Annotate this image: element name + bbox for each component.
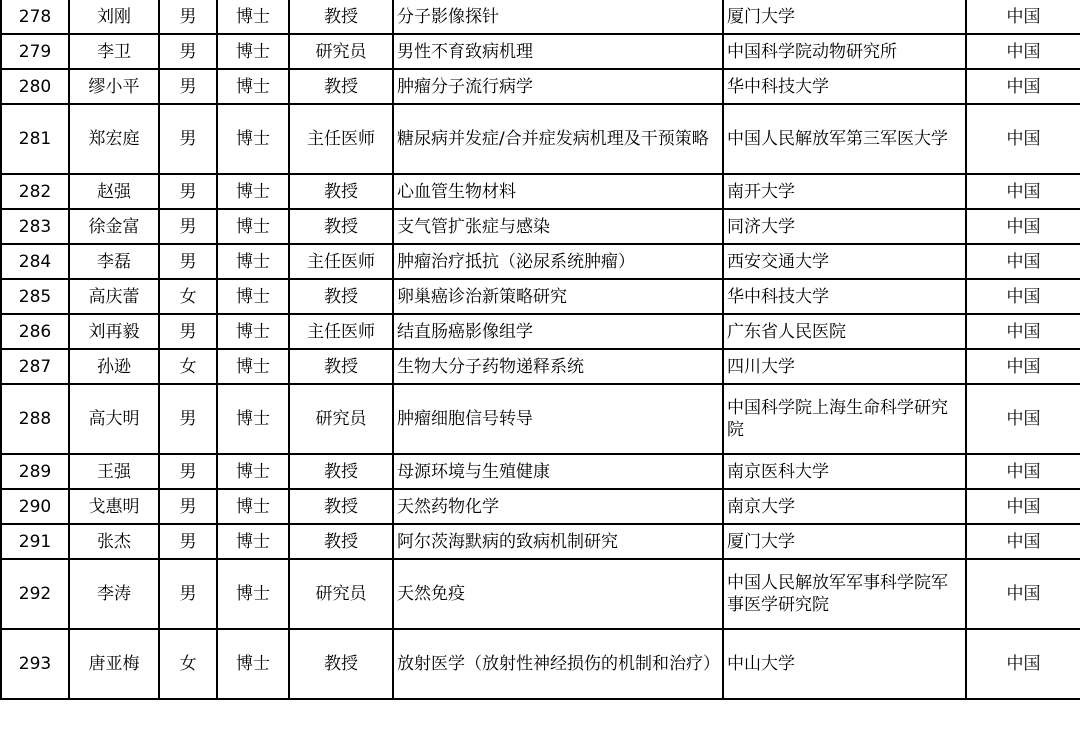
cell-gender: 女 bbox=[159, 629, 217, 699]
table-row bbox=[1, 629, 1080, 699]
cell-name: 李涛 bbox=[69, 559, 159, 629]
cell-gender: 男 bbox=[159, 524, 217, 559]
cell-number: 292 bbox=[1, 559, 69, 629]
cell-research-field: 支气管扩张症与感染 bbox=[393, 209, 723, 244]
cell-title: 教授 bbox=[289, 489, 393, 524]
cell-organization: 南京大学 bbox=[723, 489, 966, 524]
cell-title: 主任医师 bbox=[289, 314, 393, 349]
cell-country: 中国 bbox=[966, 314, 1080, 349]
cell-gender: 男 bbox=[159, 384, 217, 454]
cell-title: 教授 bbox=[289, 629, 393, 699]
cell-title: 主任医师 bbox=[289, 244, 393, 279]
cell-number: 286 bbox=[1, 314, 69, 349]
cell-number: 288 bbox=[1, 384, 69, 454]
cell-country: 中国 bbox=[966, 559, 1080, 629]
cell-title: 教授 bbox=[289, 174, 393, 209]
cell-research-field: 天然药物化学 bbox=[393, 489, 723, 524]
cell-name: 刘再毅 bbox=[69, 314, 159, 349]
cell-country: 中国 bbox=[966, 279, 1080, 314]
cell-title: 主任医师 bbox=[289, 104, 393, 174]
cell-gender: 女 bbox=[159, 279, 217, 314]
cell-gender: 男 bbox=[159, 0, 217, 34]
table-row bbox=[1, 349, 1080, 384]
cell-number: 280 bbox=[1, 69, 69, 104]
cell-research-field: 分子影像探针 bbox=[393, 0, 723, 34]
cell-title: 教授 bbox=[289, 69, 393, 104]
cell-number: 290 bbox=[1, 489, 69, 524]
cell-title: 教授 bbox=[289, 209, 393, 244]
cell-organization: 中国科学院动物研究所 bbox=[723, 34, 966, 69]
cell-gender: 男 bbox=[159, 244, 217, 279]
cell-country: 中国 bbox=[966, 629, 1080, 699]
cell-gender: 男 bbox=[159, 34, 217, 69]
cell-name: 王强 bbox=[69, 454, 159, 489]
cell-organization: 华中科技大学 bbox=[723, 69, 966, 104]
cell-organization: 厦门大学 bbox=[723, 0, 966, 34]
cell-organization: 中国人民解放军军事科学院军事医学研究院 bbox=[723, 559, 966, 629]
cell-research-field: 天然免疫 bbox=[393, 559, 723, 629]
table-row bbox=[1, 384, 1080, 454]
cell-degree: 博士 bbox=[217, 279, 289, 314]
cell-country: 中国 bbox=[966, 209, 1080, 244]
table-row bbox=[1, 104, 1080, 174]
cell-degree: 博士 bbox=[217, 174, 289, 209]
cell-name: 刘刚 bbox=[69, 0, 159, 34]
table-row bbox=[1, 559, 1080, 629]
cell-research-field: 肿瘤分子流行病学 bbox=[393, 69, 723, 104]
cell-gender: 男 bbox=[159, 314, 217, 349]
cell-research-field: 阿尔茨海默病的致病机制研究 bbox=[393, 524, 723, 559]
cell-name: 赵强 bbox=[69, 174, 159, 209]
cell-research-field: 放射医学（放射性神经损伤的机制和治疗） bbox=[393, 629, 723, 699]
cell-number: 279 bbox=[1, 34, 69, 69]
table-row bbox=[1, 489, 1080, 524]
cell-name: 高庆蕾 bbox=[69, 279, 159, 314]
cell-research-field: 母源环境与生殖健康 bbox=[393, 454, 723, 489]
cell-gender: 男 bbox=[159, 454, 217, 489]
table-body bbox=[1, 0, 1080, 699]
cell-organization: 同济大学 bbox=[723, 209, 966, 244]
cell-degree: 博士 bbox=[217, 349, 289, 384]
cell-number: 289 bbox=[1, 454, 69, 489]
cell-country: 中国 bbox=[966, 174, 1080, 209]
cell-country: 中国 bbox=[966, 524, 1080, 559]
cell-degree: 博士 bbox=[217, 454, 289, 489]
table-row bbox=[1, 314, 1080, 349]
cell-country: 中国 bbox=[966, 244, 1080, 279]
cell-organization: 四川大学 bbox=[723, 349, 966, 384]
cell-number: 287 bbox=[1, 349, 69, 384]
cell-organization: 广东省人民医院 bbox=[723, 314, 966, 349]
table-row bbox=[1, 279, 1080, 314]
cell-title: 教授 bbox=[289, 454, 393, 489]
cell-number: 291 bbox=[1, 524, 69, 559]
cell-name: 李卫 bbox=[69, 34, 159, 69]
cell-organization: 中山大学 bbox=[723, 629, 966, 699]
cell-research-field: 肿瘤细胞信号转导 bbox=[393, 384, 723, 454]
cell-title: 研究员 bbox=[289, 34, 393, 69]
cell-research-field: 生物大分子药物递释系统 bbox=[393, 349, 723, 384]
cell-research-field: 男性不育致病机理 bbox=[393, 34, 723, 69]
cell-title: 研究员 bbox=[289, 559, 393, 629]
cell-research-field: 糖尿病并发症/合并症发病机理及干预策略 bbox=[393, 104, 723, 174]
cell-title: 研究员 bbox=[289, 384, 393, 454]
cell-degree: 博士 bbox=[217, 524, 289, 559]
table-row bbox=[1, 524, 1080, 559]
cell-degree: 博士 bbox=[217, 69, 289, 104]
cell-country: 中国 bbox=[966, 384, 1080, 454]
cell-name: 李磊 bbox=[69, 244, 159, 279]
cell-title: 教授 bbox=[289, 0, 393, 34]
cell-degree: 博士 bbox=[217, 629, 289, 699]
cell-organization: 西安交通大学 bbox=[723, 244, 966, 279]
cell-organization: 华中科技大学 bbox=[723, 279, 966, 314]
cell-research-field: 结直肠癌影像组学 bbox=[393, 314, 723, 349]
cell-country: 中国 bbox=[966, 104, 1080, 174]
cell-name: 缪小平 bbox=[69, 69, 159, 104]
cell-number: 293 bbox=[1, 629, 69, 699]
cell-name: 郑宏庭 bbox=[69, 104, 159, 174]
cell-country: 中国 bbox=[966, 69, 1080, 104]
cell-country: 中国 bbox=[966, 0, 1080, 34]
cell-degree: 博士 bbox=[217, 104, 289, 174]
cell-degree: 博士 bbox=[217, 489, 289, 524]
cell-gender: 男 bbox=[159, 104, 217, 174]
cell-country: 中国 bbox=[966, 34, 1080, 69]
cell-organization: 南京医科大学 bbox=[723, 454, 966, 489]
cell-research-field: 心血管生物材料 bbox=[393, 174, 723, 209]
cell-number: 282 bbox=[1, 174, 69, 209]
table-row bbox=[1, 244, 1080, 279]
table-row bbox=[1, 34, 1080, 69]
cell-name: 徐金富 bbox=[69, 209, 159, 244]
cell-research-field: 肿瘤治疗抵抗（泌尿系统肿瘤） bbox=[393, 244, 723, 279]
cell-organization: 中国科学院上海生命科学研究院 bbox=[723, 384, 966, 454]
cell-number: 283 bbox=[1, 209, 69, 244]
cell-number: 278 bbox=[1, 0, 69, 34]
cell-name: 孙逊 bbox=[69, 349, 159, 384]
cell-name: 高大明 bbox=[69, 384, 159, 454]
cell-degree: 博士 bbox=[217, 384, 289, 454]
cell-organization: 中国人民解放军第三军医大学 bbox=[723, 104, 966, 174]
cell-gender: 男 bbox=[159, 174, 217, 209]
cell-degree: 博士 bbox=[217, 314, 289, 349]
cell-degree: 博士 bbox=[217, 0, 289, 34]
cell-gender: 男 bbox=[159, 69, 217, 104]
cell-name: 戈惠明 bbox=[69, 489, 159, 524]
cell-title: 教授 bbox=[289, 279, 393, 314]
cell-degree: 博士 bbox=[217, 244, 289, 279]
cell-country: 中国 bbox=[966, 454, 1080, 489]
cell-research-field: 卵巢癌诊治新策略研究 bbox=[393, 279, 723, 314]
cell-gender: 女 bbox=[159, 349, 217, 384]
cell-title: 教授 bbox=[289, 524, 393, 559]
table-row bbox=[1, 69, 1080, 104]
table-row bbox=[1, 174, 1080, 209]
cell-organization: 南开大学 bbox=[723, 174, 966, 209]
cell-name: 唐亚梅 bbox=[69, 629, 159, 699]
table-row bbox=[1, 0, 1080, 34]
cell-gender: 男 bbox=[159, 559, 217, 629]
cell-number: 284 bbox=[1, 244, 69, 279]
cell-country: 中国 bbox=[966, 489, 1080, 524]
table-row bbox=[1, 209, 1080, 244]
cell-title: 教授 bbox=[289, 349, 393, 384]
cell-degree: 博士 bbox=[217, 34, 289, 69]
cell-number: 281 bbox=[1, 104, 69, 174]
cell-degree: 博士 bbox=[217, 209, 289, 244]
cell-gender: 男 bbox=[159, 209, 217, 244]
cell-number: 285 bbox=[1, 279, 69, 314]
cell-gender: 男 bbox=[159, 489, 217, 524]
cell-name: 张杰 bbox=[69, 524, 159, 559]
cell-organization: 厦门大学 bbox=[723, 524, 966, 559]
table-row bbox=[1, 454, 1080, 489]
cell-country: 中国 bbox=[966, 349, 1080, 384]
cell-degree: 博士 bbox=[217, 559, 289, 629]
